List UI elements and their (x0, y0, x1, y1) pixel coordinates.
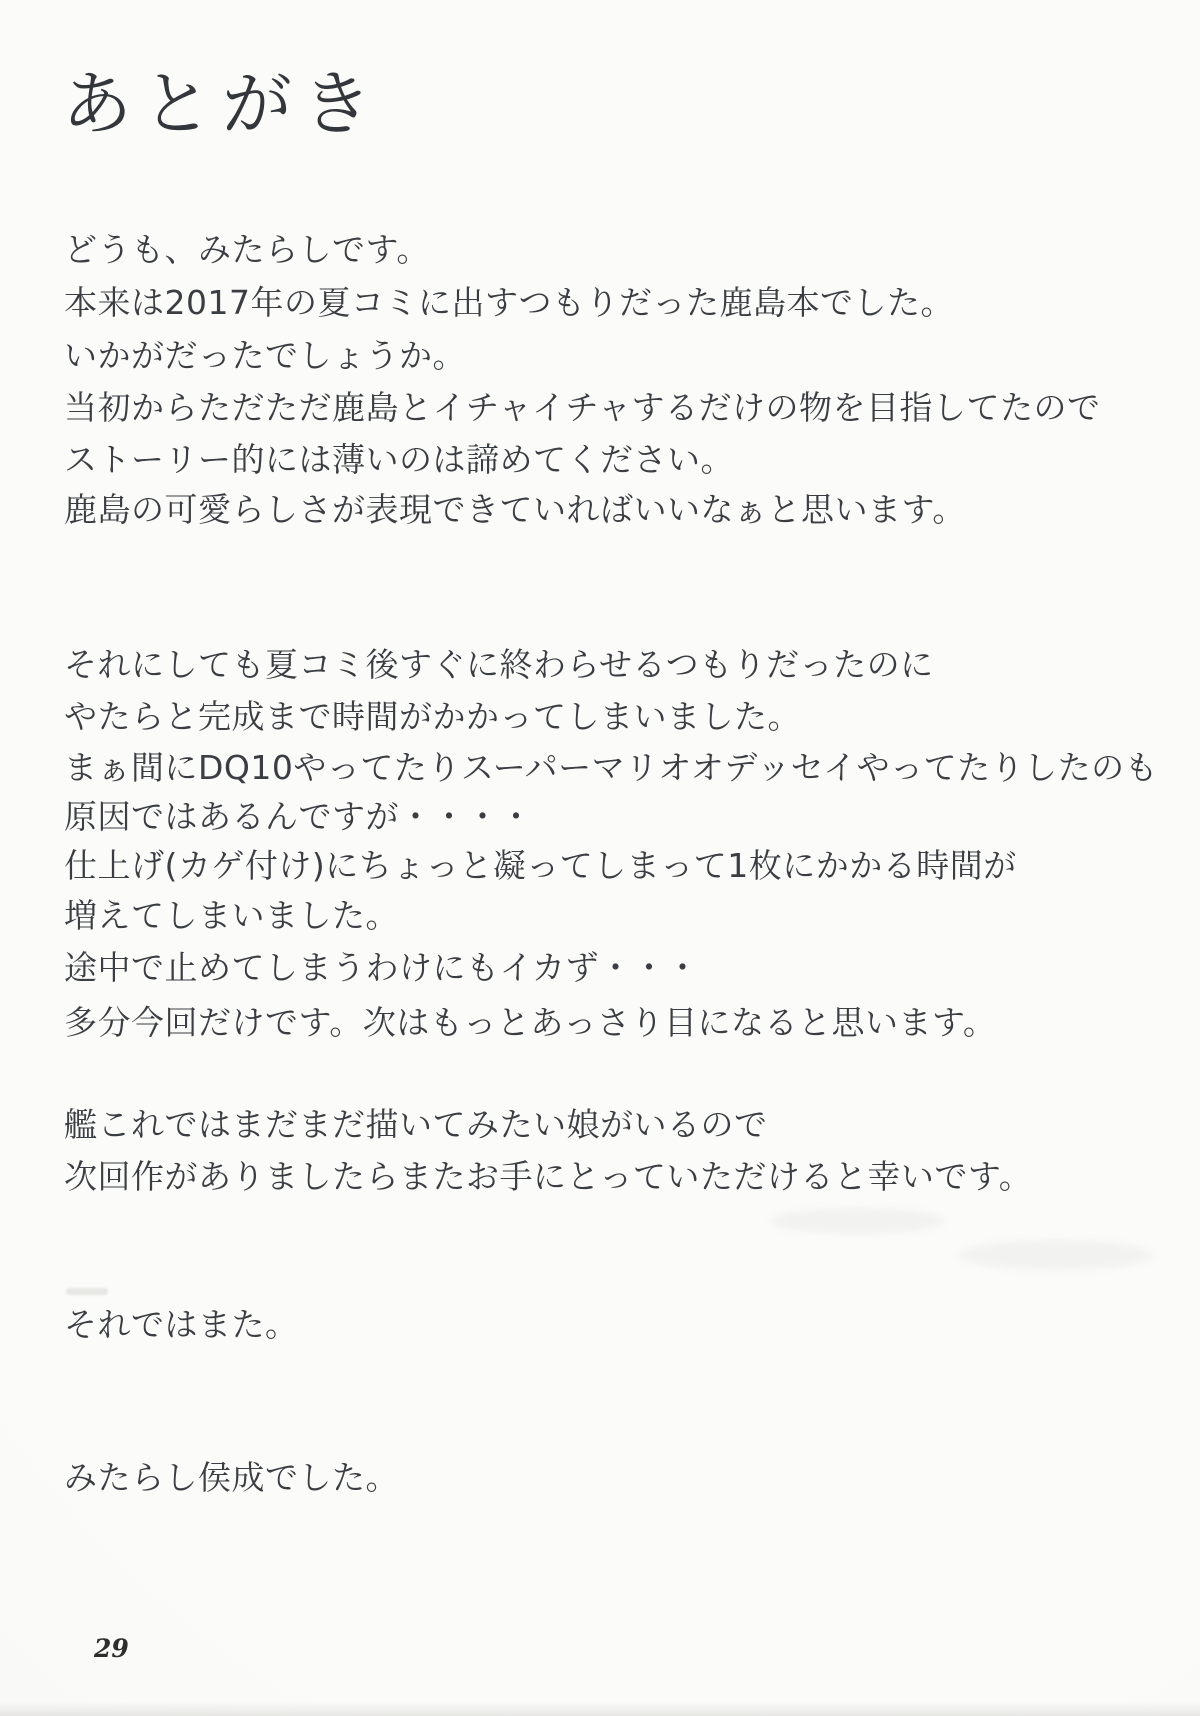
scan-ghosting-artifact (958, 1240, 1153, 1270)
text-line: やたらと完成まで時間がかかってしまいました。 (64, 697, 801, 736)
text-line: ストーリー的には薄いのは諦めてください。 (64, 440, 734, 479)
text-line: みたらし侯成でした。 (64, 1458, 399, 1497)
page-number: 29 (94, 1634, 129, 1663)
text-line: 本来は2017年の夏コミに出すつもりだった鹿島本でした。 (64, 283, 954, 322)
text-line: 艦これではまだまだ描いてみたい娘がいるので (64, 1105, 768, 1144)
text-line: それにしても夏コミ後すぐに終わらせるつもりだったのに (64, 645, 934, 684)
text-line: いかがだったでしょうか。 (64, 336, 466, 375)
text-line: 多分今回だけです。次はもっとあっさり目になると思います。 (64, 1003, 997, 1042)
text-line: 次回作がありましたらまたお手にとっていただけると幸いです。 (64, 1157, 1033, 1196)
text-line: 仕上げ(カゲ付け)にちょっと凝ってしまって1枚にかかる時間が (64, 846, 1017, 885)
text-line: 途中で止めてしまうわけにもイカず・・・ (64, 948, 700, 987)
text-line: 原因ではあるんですが・・・・ (64, 797, 533, 836)
text-line: 当初からただただ鹿島とイチャイチャするだけの物を目指してたので (64, 388, 1101, 427)
text-line: 増えてしまいました。 (64, 896, 399, 935)
scan-ghosting-artifact (770, 1208, 945, 1234)
text-line: まぁ間にDQ10やってたりスーパーマリオオデッセイやってたりしたのも (64, 748, 1159, 787)
text-line: 鹿島の可愛らしさが表現できていればいいなぁと思います。 (64, 490, 966, 529)
page-title: あとがき (62, 63, 382, 145)
text-line: どうも、みたらしです。 (64, 230, 430, 269)
scan-smudge-artifact (66, 1288, 108, 1295)
text-line: それではまた。 (64, 1305, 299, 1344)
